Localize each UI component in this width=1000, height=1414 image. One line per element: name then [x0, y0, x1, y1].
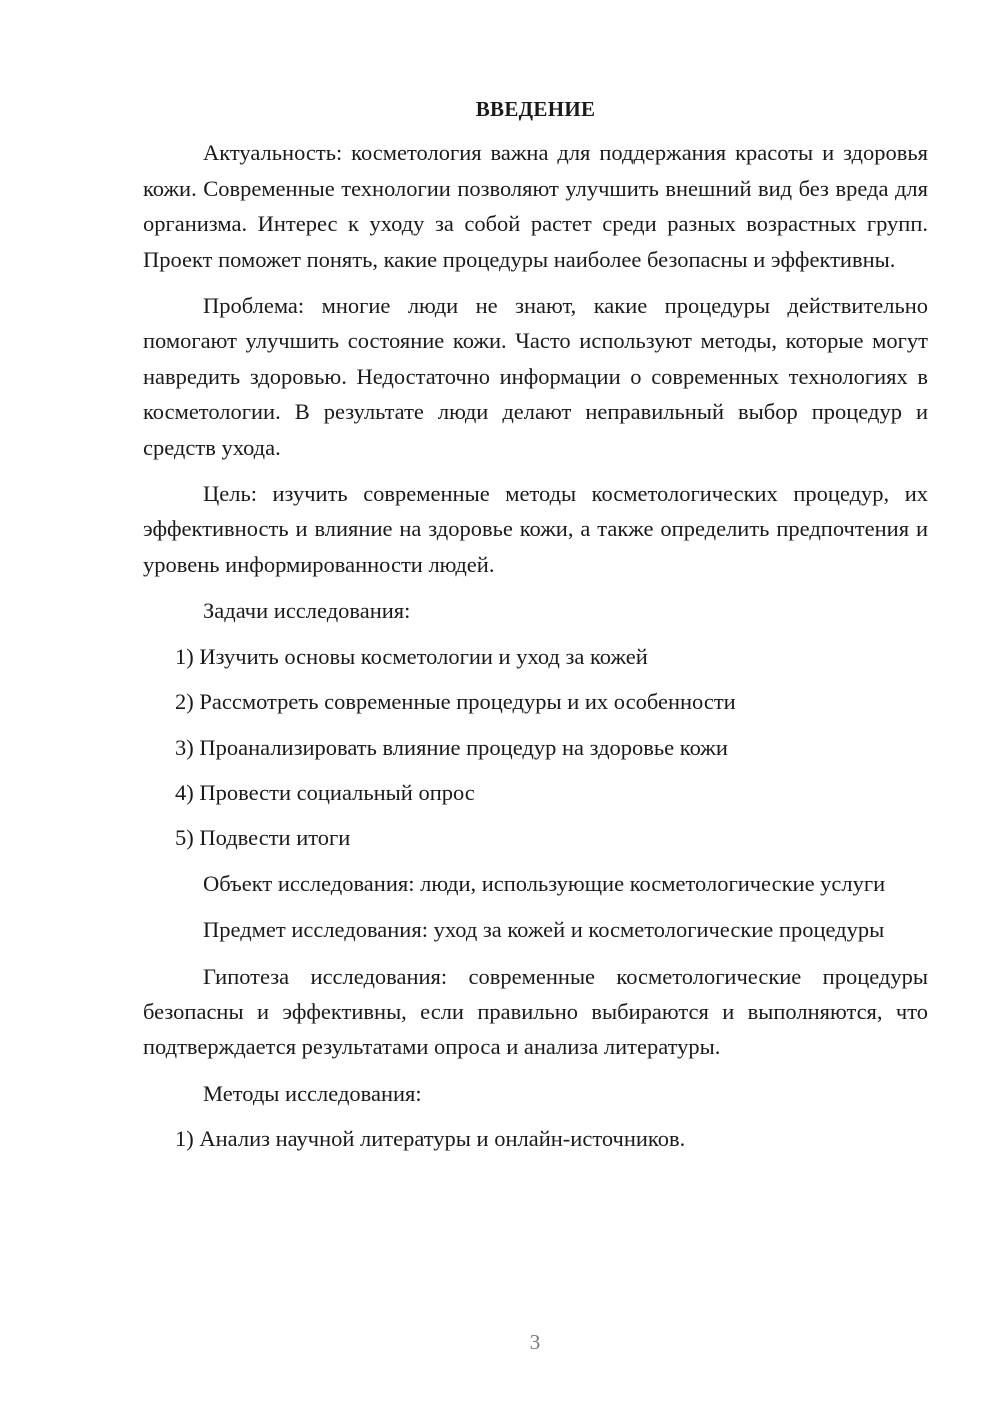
- section-title: ВВЕДЕНИЕ: [475, 97, 596, 121]
- hypothesis-paragraph: Гипотеза исследования: современные косметологические процедуры безопасны и эффективны, если правильно выбираются и выполняются, что подтверждается результатами опроса и анализа литературы.: [143, 963, 928, 1060]
- list-item: 3) Проанализировать влияние процедур на здоровье кожи: [175, 734, 728, 760]
- list-item: 2) Рассмотреть современные процедуры и их особенности: [175, 689, 736, 715]
- document-page: [143, 92, 928, 1167]
- goal-paragraph: Цель: изучить современные методы косметологических процедур, их эффективность и влияние на здоровье кожи, а также определить предпочтения и уровень информированности людей.: [143, 481, 928, 577]
- relevance-paragraph: Актуальность: косметология важна для поддержания красоты и здоровья кожи. Современные технологии позволяют улучшить внешний вид без вреда для организма. Интерес к уходу за собой растет среди разных возрастных групп. Проект поможет понять, какие процедуры наиболее безопасны и эффективны.: [143, 140, 928, 272]
- problem-paragraph: Проблема: многие люди не знают, какие процедуры действительно помогают улучшить состояние кожи. Часто используют методы, которые могут навредить здоровью. Недостаточно информации о современных технологиях в косметологии. В результате люди делают неправильный выбор процедур и средств ухода.: [143, 293, 928, 460]
- methods-list: [143, 1121, 928, 1156]
- list-item: 5) Подвести итоги: [175, 825, 351, 851]
- object-paragraph: Объект исследования: люди, использующие косметологические услуги: [203, 870, 886, 896]
- list-item: 4) Провести социальный опрос: [175, 779, 475, 805]
- tasks-list: [143, 639, 928, 856]
- list-item: 1) Анализ научной литературы и онлайн-источников.: [175, 1126, 686, 1152]
- page-number: 3: [529, 1330, 541, 1354]
- methods-heading: Методы исследования:: [203, 1080, 422, 1106]
- subject-paragraph: Предмет исследования: уход за кожей и косметологические процедуры: [203, 917, 885, 943]
- list-item: 1) Изучить основы косметологии и уход за кожей: [175, 643, 648, 669]
- tasks-heading: Задачи исследования:: [203, 598, 411, 624]
